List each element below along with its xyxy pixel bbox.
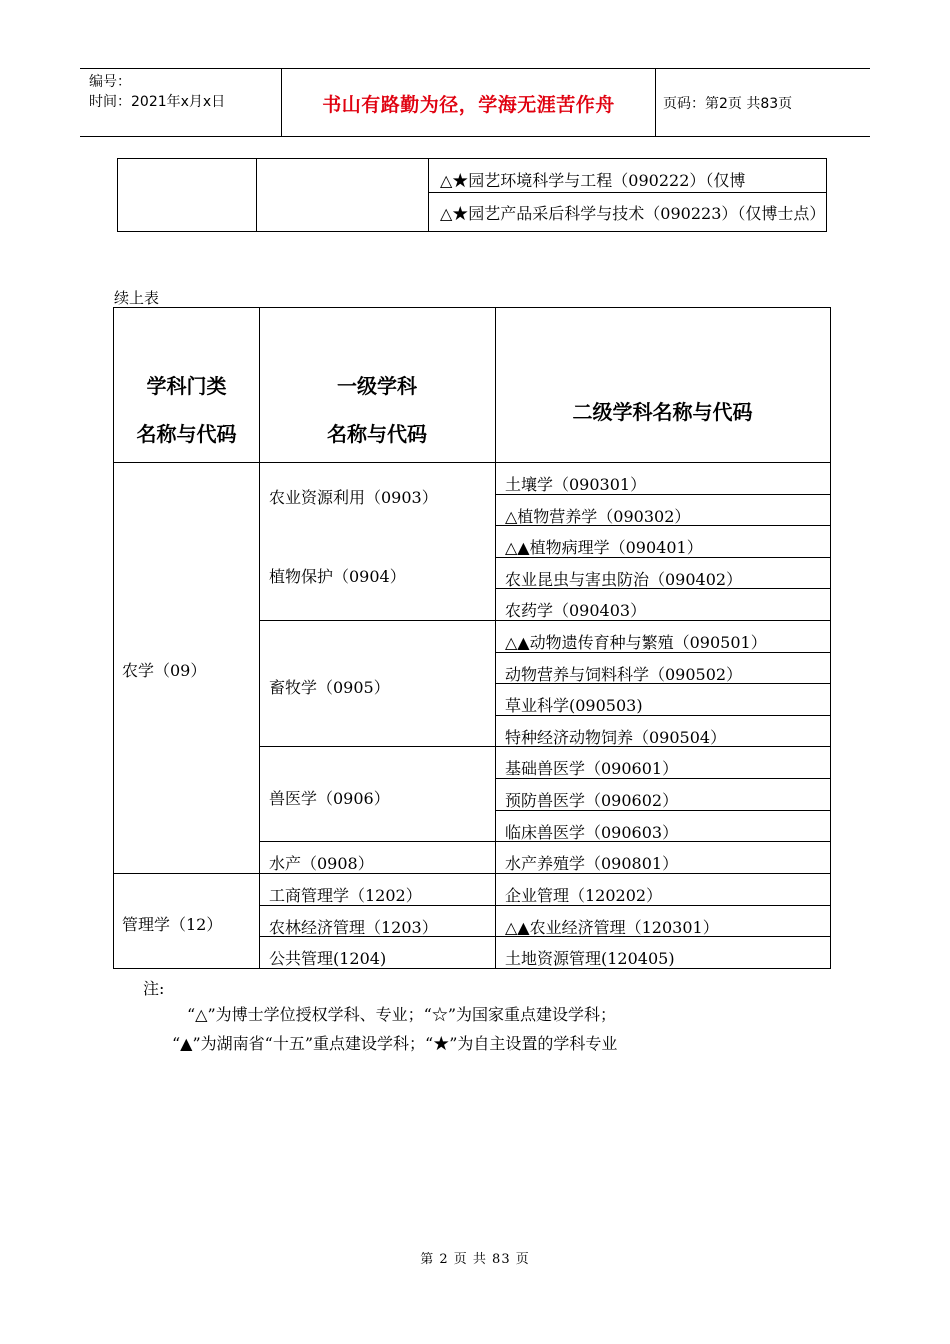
- document-number-label: 编号：: [89, 74, 131, 90]
- header-left: [89, 72, 225, 112]
- header-page-info: 页码：第2页 共83页: [663, 96, 793, 112]
- second-level-cell: △▲植物病理学（090401）: [505, 538, 703, 557]
- fragment-row: △★园艺环境科学与工程（090222）（仅博: [440, 171, 746, 190]
- second-level-cell: 水产养殖学（090801）: [505, 854, 679, 873]
- header-category: [114, 362, 259, 458]
- second-level-cell: 动物营养与饲料科学（090502）: [505, 665, 743, 684]
- notes-line1: “△”为博士学位授权学科、专业；“☆”为国家重点建设学科；: [187, 1005, 617, 1024]
- first-level-cell: 植物保护（0904）: [269, 567, 406, 586]
- fragment-row: △★园艺产品采后科学与技术（090223）（仅博士点）: [440, 204, 826, 223]
- first-level-cell: 农林经济管理（1203）: [269, 918, 438, 937]
- header-category-line2: 名称与代码: [136, 422, 237, 446]
- second-level-cell: 临床兽医学（090603）: [505, 823, 679, 842]
- first-level-cell: 兽医学（0906）: [269, 789, 390, 808]
- header-top-rule: [80, 68, 870, 69]
- header-first-level-line2: 名称与代码: [327, 422, 427, 446]
- second-level-cell: 基础兽医学（090601）: [505, 759, 679, 778]
- group-divider: [259, 620, 495, 621]
- header-divider-2: [655, 69, 656, 136]
- category-cell: 农学（09）: [122, 661, 207, 680]
- header-first-level: [259, 362, 495, 458]
- second-level-cell: △▲农业经济管理（120301）: [505, 918, 719, 937]
- second-level-cell: 农药学（090403）: [505, 601, 647, 620]
- notes-title: 注:: [143, 979, 165, 998]
- fragment-col-divider-1: [256, 159, 257, 231]
- second-level-cell: 土地资源管理(120405): [505, 949, 675, 968]
- header-bottom-rule: [80, 136, 870, 137]
- page-footer: 第 2 页 共 83 页: [420, 1252, 530, 1267]
- second-level-cell: 土壤学（090301）: [505, 475, 647, 494]
- first-level-cell: 公共管理(1204): [269, 949, 387, 968]
- notes-line2: “▲”为湖南省“十五”重点建设学科；“★”为自主设置的学科专业: [172, 1034, 618, 1053]
- second-level-cell: 农业昆虫与害虫防治（090402）: [505, 570, 743, 589]
- header-second-level: 二级学科名称与代码: [572, 400, 753, 424]
- first-level-cell: 畜牧学（0905）: [269, 678, 390, 697]
- second-level-cell: 特种经济动物饲养（090504）: [505, 728, 727, 747]
- header-category-line1: 学科门类: [146, 374, 227, 398]
- table-fragment: [117, 158, 827, 232]
- header-motto: 书山有路勤为径，学海无涯苦作舟: [322, 94, 615, 116]
- second-level-cell: 预防兽医学（090602）: [505, 791, 679, 810]
- document-time-label: 时间：2021年x月x日: [89, 94, 226, 110]
- category-cell: 管理学（12）: [122, 915, 223, 934]
- second-level-cell: 企业管理（120202）: [505, 886, 663, 905]
- first-level-cell: 工商管理学（1202）: [269, 886, 422, 905]
- group-divider: [259, 841, 495, 842]
- header-first-level-line1: 一级学科: [337, 374, 417, 398]
- second-level-cell: △▲动物遗传育种与繁殖（090501）: [505, 633, 767, 652]
- discipline-table: [113, 307, 831, 969]
- second-level-cell: △植物营养学（090302）: [505, 507, 691, 526]
- header-row-divider: [114, 462, 830, 463]
- fragment-col-divider-2: [428, 159, 429, 231]
- second-level-cell: 草业科学(090503): [505, 696, 643, 715]
- first-level-cell: 水产（0908）: [269, 854, 374, 873]
- group-divider: [259, 746, 495, 747]
- continued-label: 续上表: [114, 289, 160, 307]
- first-level-cell: 农业资源利用（0903）: [269, 488, 438, 507]
- fragment-row-divider: [428, 192, 826, 193]
